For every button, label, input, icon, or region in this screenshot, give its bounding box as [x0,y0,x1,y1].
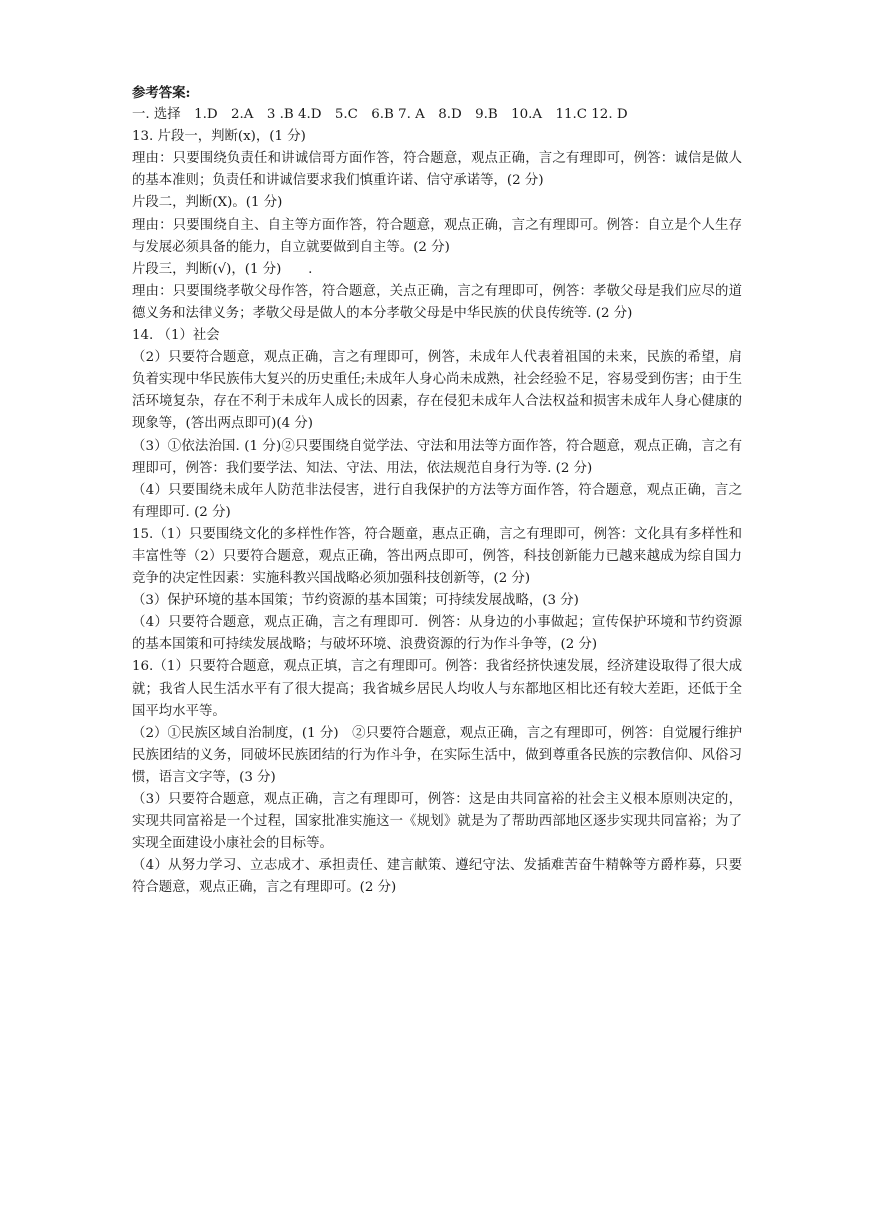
q13-part2-reason: 理由：只要围绕自主、自主等方面作答，符合题意，观点正确，言之有理即可。例答：自立是个人生存与发展必须具备的能力，自立就要做到自主等。(2 分) [132,217,742,255]
q13-part3-judgement: 片段三，判断(√)，(1 分) . [132,261,313,277]
q14-answer-1: 14. （1）社会 [132,328,220,344]
q16-answer-3: （3）只要符合题意，观点正确，言之有理即可，例答：这是由共同富裕的社会主义根本原则决定的，实现共同富裕是一个过程，国家批准实施这一《规划》就是为了帮助西部地区逐步实现共同富裕；为了实现全面建设小康社会的目标等。 [132,792,742,852]
q14-answer-4: （4）只要围绕未成年人防范非法侵害，进行自我保护的方法等方面作答，符合题意，观点正确，言之有理即可. (2 分) [132,482,742,520]
q16-answer-4: （4）从努力学习、立志成才、承担责任、建言献策、遵纪守法、发插难苦奋牛精榦等方爵柞募，只要符合题意，观点正确，言之有理即可。(2 分) [132,858,742,896]
q13-part1-judgement: 13. 片段一，判断(x)，(1 分) [132,129,306,145]
q15-answer-3: （3）保护环境的基本国策；节约资源的基本国策；可持续发展战略，(3 分) [132,593,579,609]
q16-answer-2: （2）①民族区域自治制度，(1 分) ②只要符合题意，观点正确，言之有理即可，例答：自觉履行维护民族团结的义务，同破坏民族团结的行为作斗争，在实际生活中，做到尊重各民族的宗教信仰、风俗习惯，语言文字等，(3 分) [132,725,742,785]
q13-part3-reason: 理由：只要围绕孝敬父母作答，符合题意，关点正确，言之有理即可，例答：孝敬父母是我们应尽的道德义务和法律义务；孝敬父母是做人的本分孝敬父母是中华民族的伏良传统等. (2 分) [132,283,742,321]
choice-answers: 一. 选择 1.D 2.A 3 .B 4.D 5.C 6.B 7. A 8.D 9.B 10.A 11.C 12. D [132,107,628,123]
answer-heading: 参考答案: [132,85,191,101]
q13-part2-judgement: 片段二，判断(X)。(1 分) [132,195,283,211]
q14-answer-2: （2）只要符合题意，观点正确，言之有理即可，例答，未成年人代表着祖国的未来，民族的希望，肩负着实现中华民族伟大复兴的历史重任;未成年人身心尚未成熟，社会经验不足，容易受到伤害；由于生活环境复杂，存在不利于未成年人成长的因素，存在侵犯未成年人合法权益和损害未成年人身心健康的现象等，(答出两点即可)(4 分) [132,350,742,432]
q13-part1-reason: 理由：只要围绕负责任和讲诚信哥方面作答，符合题意，观点正确，言之有理即可，例答：诚信是做人的基本准则；负责任和讲诚信要求我们慎重许诺、信守承诺等，(2 分) [132,151,742,189]
q15-answer-1-2: 15.（1）只要围绕文化的多样性作答，符合题童，惠点正确，言之有理即可，例答：文化具有多样性和丰富性等（2）只要符合题意，观点正确，答出两点即可，例答，科技创新能力已越来越成为综自国力竞争的决定性因素：实施科教兴国战略必须加强科技创新等，(2 分) [132,526,742,587]
q15-answer-4: （4）只要符合题意，观点正确，言之有理即可．例答：从身边的小事做起；宣传保护环境和节约资源的基本国策和可持续发展战略；与破坏环境、浪费资源的行为作斗争等，(2 分) [132,615,742,653]
q16-answer-1: 16.（1）只要符合题意，观点正填，言之有理即可。例答：我省经挤快速发展，经济建设取得了很大成就；我省人民生活水平有了很大提高；我省城乡居民人均收人与东都地区相比还有较大差距，还低于全国平均水平等。 [132,659,742,719]
q14-answer-3: （3）①依法治国. (1 分)②只要围绕自觉学法、守法和用法等方面作答，符合题意，观点正确，言之有理即可，例答：我们要学法、知法、守法、用法，依法规范自身行为等. (2 分) [132,438,742,476]
answer-sheet [132,82,742,899]
